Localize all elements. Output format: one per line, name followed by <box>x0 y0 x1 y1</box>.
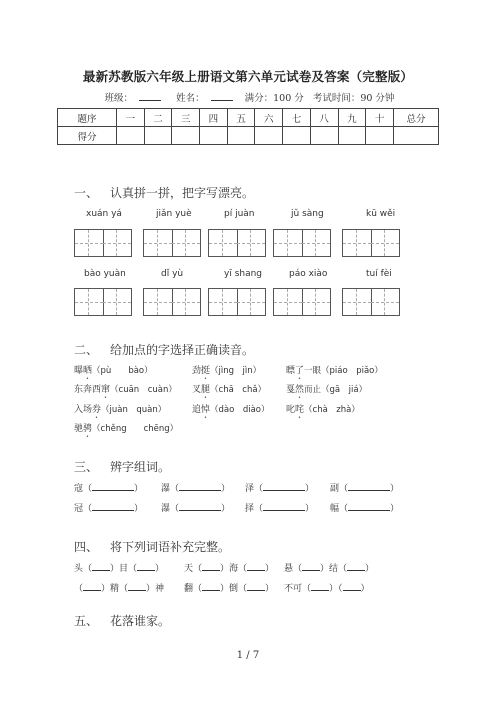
score-cell[interactable] <box>172 127 200 145</box>
pinyin-label: páo xiào <box>289 269 328 279</box>
word-group-item: 瀑（ ） <box>161 504 231 514</box>
word-group-item: 择（ ） <box>245 504 315 514</box>
section-5-heading: 五、 花落谁家。 <box>74 614 171 628</box>
score-header-cell: 四 <box>200 109 228 127</box>
score-header-cell: 六 <box>255 109 283 127</box>
score-cell[interactable] <box>283 127 311 145</box>
writing-box[interactable] <box>74 229 132 257</box>
pinyin-label: xuán yá <box>86 209 122 219</box>
class-label: 班级： <box>102 93 165 104</box>
pinyin-label: pí juàn <box>224 209 255 219</box>
document-title: 最新苏教版六年级上册语文第六单元试卷及答案（完整版） <box>82 69 414 84</box>
idiom-item: 悬（ ）结（ ） <box>284 564 375 574</box>
page-number: 1 / 7 <box>236 650 260 661</box>
idiom-item: 天（ ）海（ ） <box>184 564 275 574</box>
score-header-cell: 一 <box>117 109 145 127</box>
reading-item: 东奔西窜（cuān cuàn） <box>74 385 177 395</box>
writing-box[interactable] <box>208 229 266 257</box>
score-cell[interactable] <box>310 127 338 145</box>
pinyin-label: tuí fèi <box>366 269 392 279</box>
writing-box[interactable] <box>273 229 331 257</box>
pinyin-label: jǔ sàng <box>291 209 324 219</box>
reading-item: 叉腿（chā chǎ） <box>192 385 267 395</box>
section-3-heading: 三、 辨字组词。 <box>74 460 171 474</box>
full-score-label: 满分：100 分 <box>244 93 304 104</box>
word-group-item: 冠（ ） <box>74 504 144 514</box>
score-header-cell: 三 <box>172 109 200 127</box>
pinyin-label: kū wěi <box>366 209 396 219</box>
pinyin-label: bào yuàn <box>84 269 126 279</box>
reading-item: 入场券（juàn quàn） <box>74 405 167 415</box>
section-4-heading: 四、 将下列词语补充完整。 <box>74 540 231 554</box>
score-header-cell: 总分 <box>394 109 439 127</box>
score-table <box>57 108 439 145</box>
reading-item: 劲挺（jìng jìn） <box>192 366 262 376</box>
score-header-cell: 二 <box>144 109 172 127</box>
reading-item: 驰骋（chěng chēng） <box>74 424 179 434</box>
writing-box[interactable] <box>342 229 400 257</box>
score-table-header-row <box>58 109 439 127</box>
score-cell[interactable] <box>117 127 145 145</box>
writing-box[interactable] <box>143 288 201 316</box>
writing-box[interactable] <box>342 288 400 316</box>
score-header-cell: 五 <box>227 109 255 127</box>
exam-time-label: 考试时间：90 分钟 <box>312 93 395 104</box>
score-header-cell: 八 <box>310 109 338 127</box>
word-group-item: 泽（ ） <box>245 484 315 494</box>
writing-box[interactable] <box>208 288 266 316</box>
name-label: 姓名： <box>173 93 236 104</box>
score-cell[interactable] <box>227 127 255 145</box>
idiom-item: 不可（ ）（ ） <box>284 584 370 594</box>
reading-item: 瞟了一眼（piáo piǎo） <box>286 366 383 376</box>
word-group-item: 瀑（ ） <box>161 484 231 494</box>
reading-item: 戛然而止（gā jiá） <box>286 385 368 395</box>
score-row-label: 得分 <box>58 127 117 145</box>
exam-info <box>0 90 496 104</box>
section-1-heading: 一、 认真拼一拼，把字写漂亮。 <box>74 186 255 200</box>
reading-item: 曝晒（pù bào） <box>74 366 153 376</box>
score-cell[interactable] <box>338 127 366 145</box>
section-2-heading: 二、 给加点的字选择正确读音。 <box>74 343 255 357</box>
score-cell[interactable] <box>255 127 283 145</box>
writing-box[interactable] <box>74 288 132 316</box>
word-group-item: 副（ ） <box>330 484 400 494</box>
writing-box[interactable] <box>143 229 201 257</box>
score-cell[interactable] <box>200 127 228 145</box>
reading-item: 叱咤（chà zhà） <box>286 405 360 415</box>
score-cell[interactable] <box>394 127 439 145</box>
score-header-cell: 十 <box>366 109 394 127</box>
score-header-cell: 题序 <box>58 109 117 127</box>
word-group-item: 寇（ ） <box>74 484 144 494</box>
word-group-item: 幅（ ） <box>330 504 400 514</box>
idiom-item: （ ）精（ ）神 <box>74 584 165 594</box>
score-header-cell: 七 <box>283 109 311 127</box>
pinyin-label: dǐ yù <box>161 269 184 279</box>
score-table-score-row <box>58 127 439 145</box>
writing-box[interactable] <box>273 288 331 316</box>
score-cell[interactable] <box>366 127 394 145</box>
pinyin-label: yī shang <box>224 269 263 279</box>
score-header-cell: 九 <box>338 109 366 127</box>
reading-item: 追悼（dào diào） <box>192 405 270 415</box>
score-cell[interactable] <box>144 127 172 145</box>
pinyin-label: jiǎn yuè <box>156 209 192 219</box>
idiom-item: 头（ ）目（ ） <box>74 564 165 574</box>
idiom-item: 翻（ ）倒（ ） <box>184 584 275 594</box>
